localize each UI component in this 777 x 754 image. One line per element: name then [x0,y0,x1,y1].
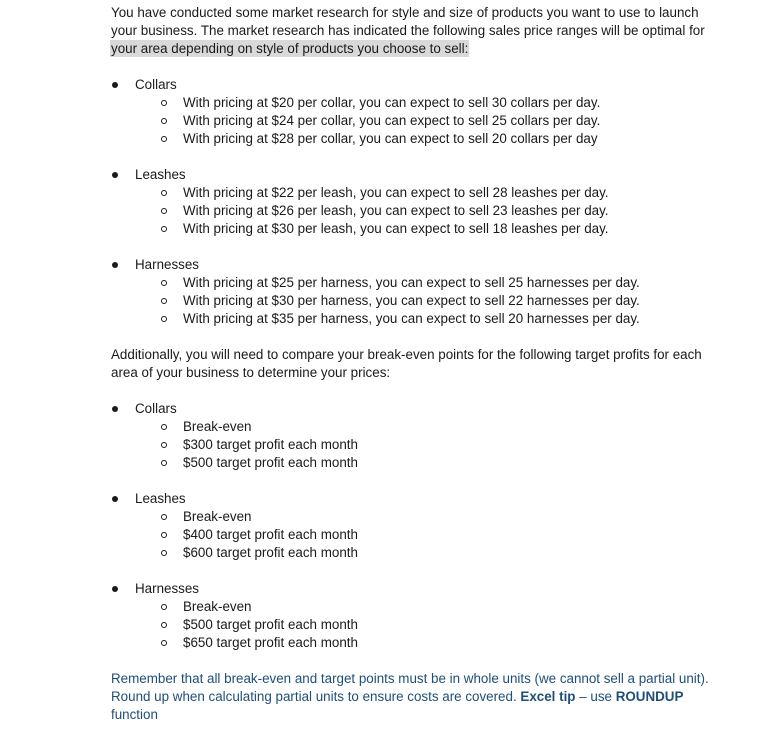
sub-bullet-text: With pricing at $25 per harness, you can expect to sell 25 harnesses per day. [183,275,640,290]
sub-bullet-item [111,310,721,328]
sub-bullet-text: Break-even [183,509,252,524]
excel-tip-label: Excel tip [520,689,576,704]
targets-collars-section [111,400,721,472]
sub-bullet-text: $400 target profit each month [183,527,358,542]
targets-harnesses-section [111,580,721,652]
bullet-label: Leashes [135,491,186,506]
document-body [111,4,721,724]
sub-bullet-text: $500 target profit each month [183,455,358,470]
sub-bullet-item [111,274,721,292]
bullet-item [111,490,721,508]
sub-bullet-text: With pricing at $26 per leash, you can expect to sell 23 leashes per day. [183,203,609,218]
circle-bullet-icon [161,424,167,430]
sub-bullet-item [111,616,721,634]
sub-bullet-item [111,634,721,652]
sub-bullet-text: With pricing at $20 per collar, you can expect to sell 30 collars per day. [183,95,601,110]
circle-bullet-icon [161,136,167,142]
roundup-function-name: ROUNDUP [615,689,684,704]
bullet-label: Harnesses [135,581,200,596]
bullet-dot-icon [112,406,118,412]
circle-bullet-icon [161,622,167,628]
sub-bullet-item [111,544,721,562]
sub-bullet-item [111,220,721,238]
sub-bullet-item [111,526,721,544]
sub-bullet-text: $300 target profit each month [183,437,358,452]
bullet-dot-icon [112,496,118,502]
pricing-harnesses-section [111,256,721,328]
bullet-dot-icon [112,586,118,592]
circle-bullet-icon [161,280,167,286]
circle-bullet-icon [161,226,167,232]
sub-bullet-text: $600 target profit each month [183,545,358,560]
circle-bullet-icon [161,550,167,556]
circle-bullet-icon [161,190,167,196]
additional-paragraph: Additionally, you will need to compare your break-even points for the following target profits for each area of your business to determine your prices: [111,347,702,380]
note-text: Remember that all break-even and target points must be in whole units (we cannot sell a partial unit). Round up when calculating partial units to ensure costs are covered. [111,671,709,704]
sub-bullet-item [111,508,721,526]
circle-bullet-icon [161,604,167,610]
sub-bullet-item [111,112,721,130]
bullet-label: Collars [135,401,177,416]
intro-text: You have conducted some market research for style and size of products you want to use to launch your business. The market research has indicated the following sales price ranges will be optimal for [111,5,705,38]
sub-bullet-item [111,130,721,148]
sub-bullet-text: With pricing at $22 per leash, you can expect to sell 28 leashes per day. [183,185,609,200]
note-tip-separator: – use [575,689,616,704]
bullet-dot-icon [112,172,118,178]
bullet-item [111,256,721,274]
sub-bullet-item [111,454,721,472]
intro-paragraph [111,4,721,58]
bullet-label: Harnesses [135,257,200,272]
sub-bullet-text: Break-even [183,599,252,614]
sub-bullet-item [111,202,721,220]
bullet-item [111,580,721,598]
circle-bullet-icon [161,118,167,124]
circle-bullet-icon [161,442,167,448]
circle-bullet-icon [161,298,167,304]
bullet-dot-icon [112,262,118,268]
sub-bullet-item [111,292,721,310]
intro-highlighted-text: your area depending on style of products you choose to sell: [111,41,469,56]
sub-bullet-text: With pricing at $35 per harness, you can expect to sell 20 harnesses per day. [183,311,640,326]
sub-bullet-item [111,418,721,436]
bullet-item [111,400,721,418]
sub-bullet-item [111,436,721,454]
bullet-item [111,76,721,94]
sub-bullet-text: With pricing at $30 per leash, you can expect to sell 18 leashes per day. [183,221,609,236]
bullet-label: Leashes [135,167,186,182]
circle-bullet-icon [161,640,167,646]
sub-bullet-text: With pricing at $30 per harness, you can expect to sell 22 harnesses per day. [183,293,640,308]
sub-bullet-text: With pricing at $24 per collar, you can expect to sell 25 collars per day. [183,113,601,128]
sub-bullet-text: $650 target profit each month [183,635,358,650]
circle-bullet-icon [161,316,167,322]
bullet-label: Collars [135,77,177,92]
sub-bullet-text: With pricing at $28 per collar, you can expect to sell 20 collars per day [183,131,598,146]
sub-bullet-text: $500 target profit each month [183,617,358,632]
targets-leashes-section [111,490,721,562]
sub-bullet-item [111,598,721,616]
remember-note [111,670,721,724]
sub-bullet-item [111,94,721,112]
sub-bullet-text: Break-even [183,419,252,434]
circle-bullet-icon [161,100,167,106]
circle-bullet-icon [161,208,167,214]
circle-bullet-icon [161,514,167,520]
sub-bullet-item [111,184,721,202]
note-tip-end: function [111,707,158,722]
pricing-leashes-section [111,166,721,238]
circle-bullet-icon [161,532,167,538]
bullet-dot-icon [112,82,118,88]
pricing-collars-section [111,76,721,148]
bullet-item [111,166,721,184]
circle-bullet-icon [161,460,167,466]
